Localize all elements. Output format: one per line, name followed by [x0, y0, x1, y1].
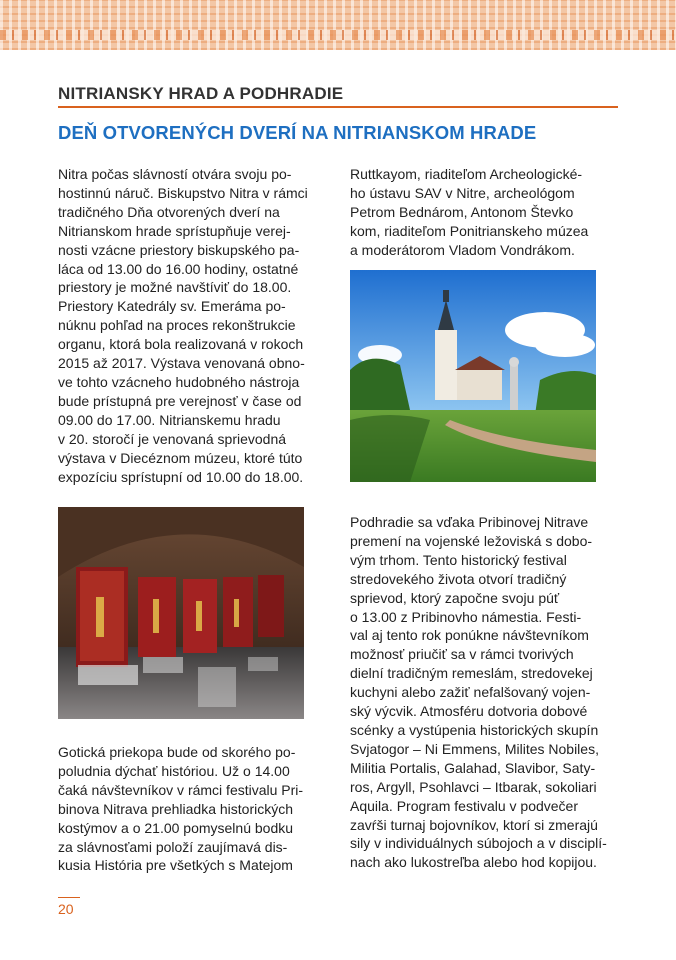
text-line: ho ústavu SAV v Nitre, archeológom [350, 184, 575, 201]
text-line: Nitrianskom hrade sprístupňuje verej- [58, 222, 291, 239]
text-line: poludnia dýchať históriou. Už o 14.00 [58, 762, 290, 779]
text-line: nach ako lukostreľba alebo hod kopijou. [350, 854, 597, 871]
text-line: a moderátorom Vladom Vondrákom. [350, 241, 575, 258]
text-line: hostinnú náruč. Biskupstvo Nitra v rámci [58, 184, 308, 201]
text-line: 09.00 do 17.00. Nitrianskemu hradu [58, 411, 281, 428]
page-number: 20 [58, 901, 74, 917]
right-column-bottom-text [350, 513, 610, 872]
text-line: o 13.00 z Pribinovho námestia. Festi- [350, 608, 582, 625]
text-line: Podhradie sa vďaka Pribinovej Nitrave [350, 514, 589, 530]
text-line: tradičného Dňa otvorených dverí na [58, 203, 280, 220]
text-line: kusia História pre všetkých s Matejom [58, 857, 293, 874]
nitra-castle-illustration [350, 270, 596, 482]
folk-pattern-ornament [0, 0, 676, 50]
text-line: kom, riaditeľom Ponitrianskeho múzea [350, 222, 589, 239]
article-title: DEŇ OTVORENÝCH DVERÍ NA NITRIANSKOM HRADE [58, 122, 537, 143]
right-column-top-text [350, 165, 600, 260]
footer-divider [58, 897, 80, 898]
text-line: ros, Argyll, Psohlavci – Itbarak, sokoliari [350, 778, 597, 795]
embroidery-stitch-ornament [0, 30, 676, 40]
text-line: výstava v Diecéznom múzeu, ktoré túto [58, 449, 303, 466]
text-line: dielní tradičným remeslám, stredovekej [350, 665, 593, 682]
left-column-top-text [58, 165, 308, 486]
text-line: nosti vzácne priestory biskupského pa- [58, 241, 300, 258]
section-label: NITRIANSKY HRAD A PODHRADIE [58, 84, 344, 103]
text-line: čaká návštevníkov v rámci festivalu Pri- [58, 781, 304, 798]
text-line: expozíciu sprístupní od 10.00 do 18.00. [58, 468, 304, 485]
text-line: 2015 až 2017. Výstava venovaná obno- [58, 355, 305, 372]
text-line: Petrom Bednárom, Antonom Števko [350, 203, 574, 220]
text-line: kuchyni alebo zažiť nefalšovaný vojen- [350, 684, 591, 701]
text-line: binova Nitrava prehliadka historických [58, 800, 293, 817]
text-line: kostýmov a o 21.00 pomyselnú bodku [58, 819, 294, 836]
text-line: Gotická priekopa bude od skorého po- [58, 744, 296, 760]
text-line: sily v individuálnych súbojoch a v disciplí- [350, 835, 607, 852]
text-line: premení na vojenské ležoviská s dobo- [350, 532, 593, 549]
text-line: organu, ktorá bola realizovaná v rokoch [58, 336, 304, 353]
text-line: za slávnosťami položí zaujímavá dis- [58, 838, 288, 855]
text-line: možnosť priučiť sa v rámci tvorivých [350, 646, 574, 663]
text-line: v 20. storočí je venovaná sprievodná [58, 430, 287, 447]
museum-exhibition-illustration [58, 507, 304, 719]
text-line: val aj tento rok ponúkne návštevníkom [350, 627, 589, 644]
nitra-castle-photo [350, 270, 596, 482]
text-line: vým trhom. Tento historický festival [350, 551, 567, 568]
text-line: Militia Portalis, Galahad, Slavibor, Saty- [350, 759, 596, 776]
text-line: zavŕši turnaj bojovníkov, ktorí si zmerajú [350, 816, 598, 833]
section-divider [58, 106, 618, 108]
museum-exhibition-photo [58, 507, 304, 719]
text-line: bude prístupná pre verejnosť v čase od [58, 392, 302, 409]
text-line: Priestory Katedrály sv. Emeráma po- [58, 298, 286, 315]
text-line: Ruttkayom, riaditeľom Archeologické- [350, 166, 583, 182]
decorative-header-band [0, 0, 676, 50]
text-line: ský výcvik. Atmosféru dotvoria dobové [350, 703, 588, 720]
left-column-bottom-text [58, 743, 308, 875]
text-line: láca od 13.00 do 16.00 hodiny, ostatné [58, 260, 299, 277]
text-line: núknu pohľad na proces rekonštrukcie [58, 317, 296, 334]
text-line: scénky a vystúpenia historických skupín [350, 721, 599, 738]
text-line: stredovekého života otvorí tradičný [350, 570, 567, 587]
text-line: Nitra počas slávností otvára svoju po- [58, 166, 292, 182]
text-line: Aquila. Program festivalu v podvečer [350, 797, 578, 814]
text-line: sprievod, ktorý započne svoju púť [350, 589, 560, 606]
text-line: ve tohto vzácneho hudobného nástroja [58, 373, 300, 390]
text-line: Svjatogor – Ni Emmens, Milites Nobiles, [350, 740, 599, 757]
text-line: priestory je možné navštíviť do 18.00. [58, 279, 292, 296]
